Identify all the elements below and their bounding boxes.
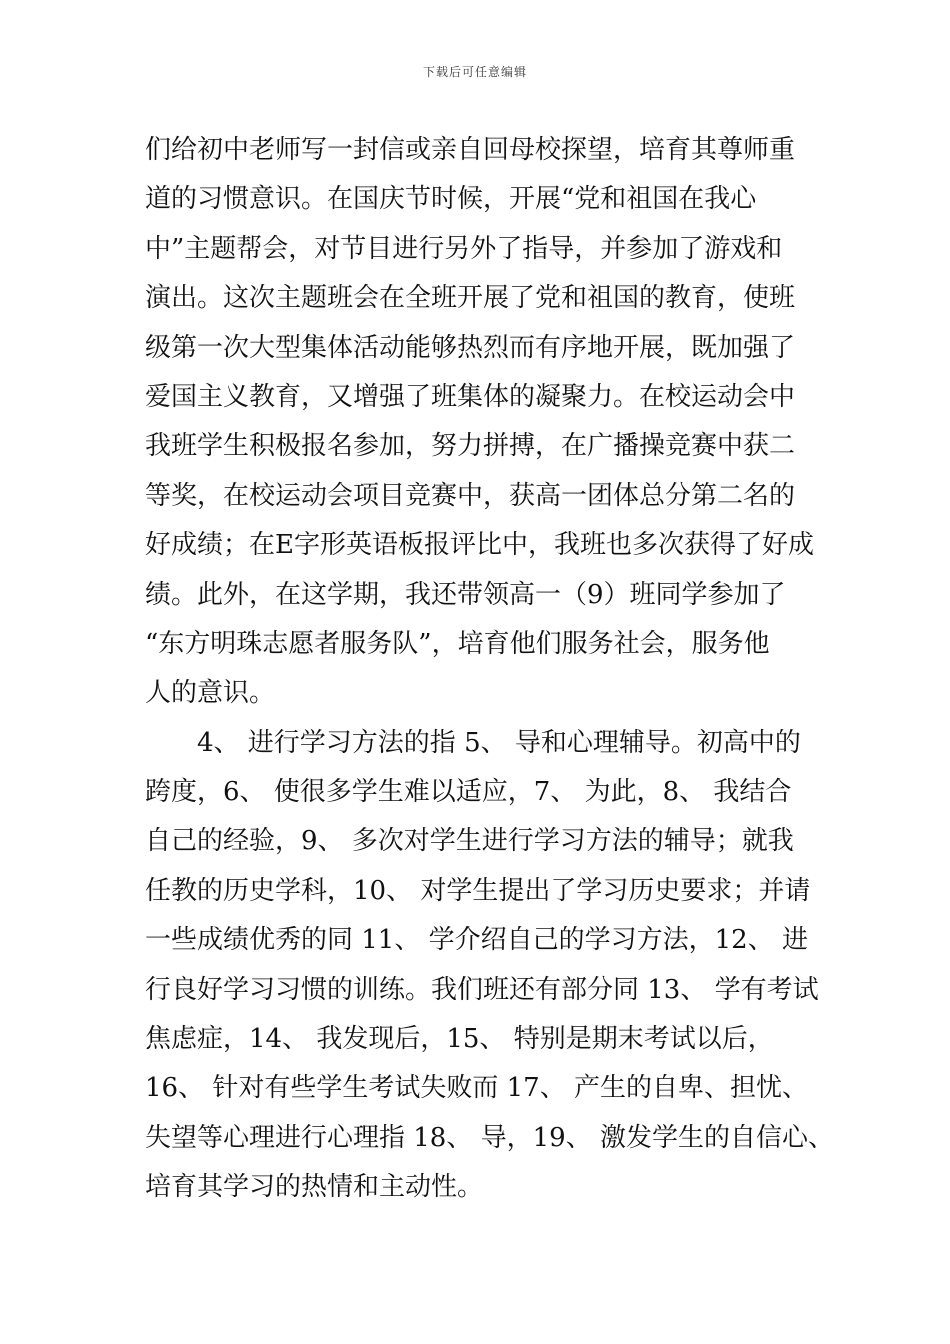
text-line: 好成绩；在E字形英语板报评比中，我班也多次获得了好成 bbox=[145, 530, 814, 561]
text-line: 任教的历史学科，10、 对学生提出了学习历史要求；并请 bbox=[145, 875, 811, 906]
text-line: 人的意识。 bbox=[145, 678, 276, 709]
text-line: 们给初中老师写一封信或亲自回母校探望，培育其尊师重 bbox=[145, 135, 796, 165]
text-line: 级第一次大型集体活动能够热烈而有序地开展，既加强了 bbox=[145, 332, 796, 363]
text-line: 演出。这次主题班会在全班开展了党和祖国的教育，使班 bbox=[145, 283, 796, 314]
text-line: 一些成绩优秀的同 11、 学介绍自己的学习方法，12、 进 bbox=[145, 925, 808, 956]
text-line: 道的习惯意识。在国庆节时候，开展“党和祖国在我心 bbox=[145, 184, 757, 215]
text-line: 跨度，6、 使很多学生难以适应，7、 为此，8、 我结合 bbox=[145, 777, 792, 808]
page-header: 下载后可任意编辑 bbox=[422, 65, 527, 79]
text-line: 16、 针对有些学生考试失败而 17、 产生的自卑、担忧、 bbox=[145, 1073, 808, 1104]
text-line: 等奖，在校运动会项目竞赛中，获高一团体总分第二名的 bbox=[145, 480, 796, 511]
text-line: 我班学生积极报名参加，努力拼搏，在广播操竞赛中获二 bbox=[145, 431, 796, 462]
document-body bbox=[145, 126, 834, 1213]
text-line: 焦虑症，14、 我发现后，15、 特别是期末考试以后， bbox=[145, 1024, 774, 1055]
text-line: 自己的经验，9、 多次对学生进行学习方法的辅导；就我 bbox=[145, 826, 794, 857]
text-line: 行良好学习习惯的训练。我们班还有部分同 13、 学有考试 bbox=[145, 974, 819, 1005]
text-line: 失望等心理进行心理指 18、 导，19、 激发学生的自信心、 bbox=[145, 1122, 834, 1153]
text-line: 培育其学习的热情和主动性。 bbox=[145, 1172, 484, 1203]
text-line: 绩。此外，在这学期，我还带领高一（9）班同学参加了 bbox=[145, 579, 786, 610]
list-item-4-heading: 4、 进行学习方法的指 5、 导和心理辅导。初高中的 bbox=[197, 727, 801, 758]
text-line: “东方明珠志愿者服务队”，培育他们服务社会，服务他 bbox=[145, 628, 770, 659]
text-line: 中”主题帮会，对节目进行另外了指导，并参加了游戏和 bbox=[145, 233, 783, 264]
text-line: 爱国主义教育，又增强了班集体的凝聚力。在校运动会中 bbox=[145, 381, 796, 412]
